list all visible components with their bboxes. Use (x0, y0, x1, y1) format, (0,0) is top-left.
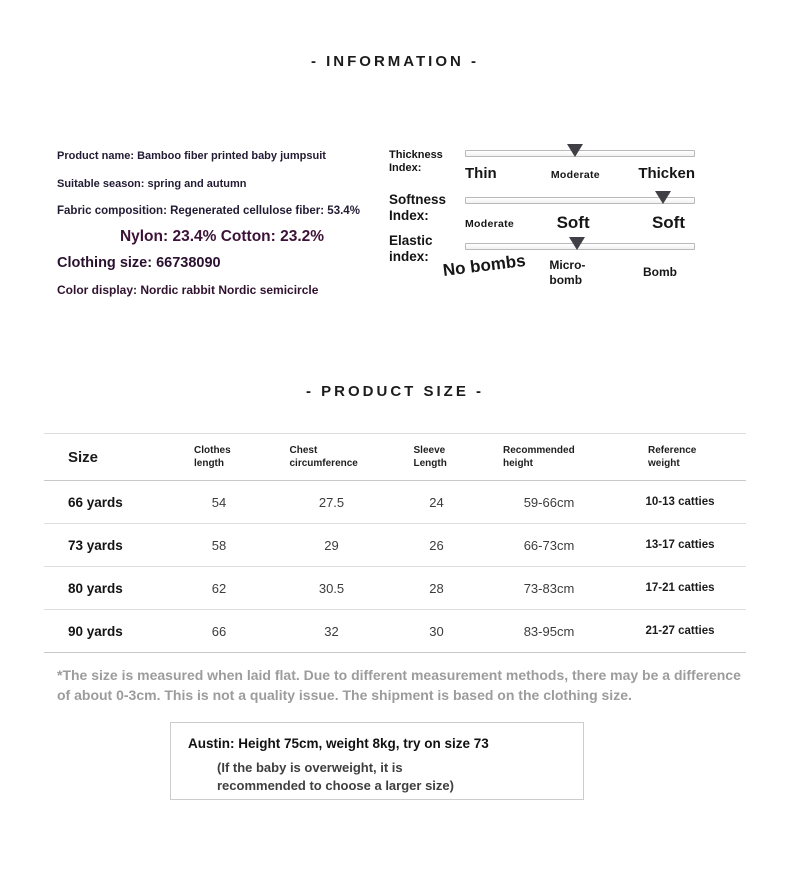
elastic-marker-icon (569, 237, 585, 250)
thickness-label-thicken: Thicken (638, 165, 695, 182)
thickness-label-moderate: Moderate (550, 169, 600, 181)
try-on-model-line: Austin: Height 75cm, weight 8kg, try on size 73 (188, 736, 489, 751)
product-name-line: Product name: Bamboo fiber printed baby jumpsuit (57, 150, 326, 162)
color-display-line: Color display: Nordic rabbit Nordic semicircle (57, 283, 319, 297)
column-header-recommended-height: Recommended height (503, 445, 575, 469)
thickness-marker-icon (567, 144, 583, 157)
thickness-index-label: Thickness Index: (389, 149, 443, 174)
cell-size: 73 yards (68, 537, 123, 553)
cell-clothes-length: 58 (211, 537, 227, 553)
softness-label-moderate: Moderate (465, 218, 515, 230)
cell-chest: 29 (324, 537, 339, 553)
fabric-composition-line: Fabric composition: Regenerated cellulose fiber: 53.4% (57, 205, 360, 217)
cell-size: 80 yards (68, 580, 123, 596)
table-row (44, 610, 746, 653)
elastic-slider-track (465, 243, 695, 250)
measurement-footnote: *The size is measured when laid flat. Due to different measurement methods, there may be a difference of about 0-3cm. This is not a quality issue. The shipment is based on the clothing size. (57, 667, 741, 703)
thickness-label-thin: Thin (465, 165, 497, 182)
softness-label-soft-mid: Soft (556, 213, 590, 232)
softness-index-label: Softness Index: (389, 192, 447, 223)
cell-weight: 10-13 catties (645, 496, 715, 508)
table-row (44, 481, 746, 524)
cell-height: 83-95cm (523, 623, 575, 639)
softness-label-soft-right: Soft (651, 213, 685, 232)
column-header-reference-weight: Reference weight (648, 445, 697, 469)
clothing-size-line: Clothing size: 66738090 (57, 255, 221, 271)
cell-weight: 21-27 catties (645, 625, 715, 637)
column-header-size: Size (68, 448, 99, 466)
table-row (44, 567, 746, 610)
cell-clothes-length: 62 (211, 580, 227, 596)
cell-clothes-length: 66 (211, 623, 227, 639)
cell-height: 66-73cm (523, 537, 575, 553)
size-table-header-row (44, 433, 746, 481)
try-on-box (170, 722, 584, 800)
cell-weight: 13-17 catties (645, 539, 715, 551)
cell-chest: 32 (324, 623, 339, 639)
cell-sleeve: 24 (429, 494, 444, 510)
table-row (44, 524, 746, 567)
product-size-section-title: - PRODUCT SIZE - (306, 383, 484, 400)
cell-size: 90 yards (68, 623, 123, 639)
elastic-index-label: Elastic index: (389, 233, 433, 264)
try-on-note-line-1: (If the baby is overweight, it is (217, 760, 403, 775)
softness-slider-track (465, 197, 695, 204)
cell-clothes-length: 54 (211, 494, 227, 510)
cell-height: 59-66cm (523, 494, 575, 510)
try-on-note-line-2: recommended to choose a larger size) (217, 778, 454, 793)
thickness-slider-track (465, 150, 695, 157)
cell-sleeve: 30 (429, 623, 444, 639)
cell-weight: 17-21 catties (645, 582, 715, 594)
cell-sleeve: 28 (429, 580, 444, 596)
size-table (44, 433, 746, 653)
information-section-title: - INFORMATION - (310, 53, 480, 70)
column-header-sleeve-length: Sleeve Length (413, 445, 447, 469)
elastic-slider (441, 243, 695, 290)
suitable-season-line: Suitable season: spring and autumn (57, 178, 247, 190)
nylon-cotton-line: Nylon: 23.4% Cotton: 23.2% (119, 228, 325, 245)
cell-size: 66 yards (68, 494, 123, 510)
cell-sleeve: 26 (429, 537, 444, 553)
elastic-label-bomb: Bomb (643, 265, 677, 279)
cell-height: 73-83cm (523, 580, 575, 596)
cell-chest: 30.5 (318, 580, 345, 596)
softness-marker-icon (655, 191, 671, 204)
elastic-label-micro-bomb: Micro-bomb (549, 258, 586, 287)
column-header-chest-circumference: Chest circumference (289, 445, 358, 469)
cell-chest: 27.5 (318, 494, 345, 510)
elastic-label-no-bombs: No bombs (441, 250, 527, 280)
column-header-clothes-length: Clothes length (194, 445, 231, 469)
thickness-slider (465, 150, 695, 197)
